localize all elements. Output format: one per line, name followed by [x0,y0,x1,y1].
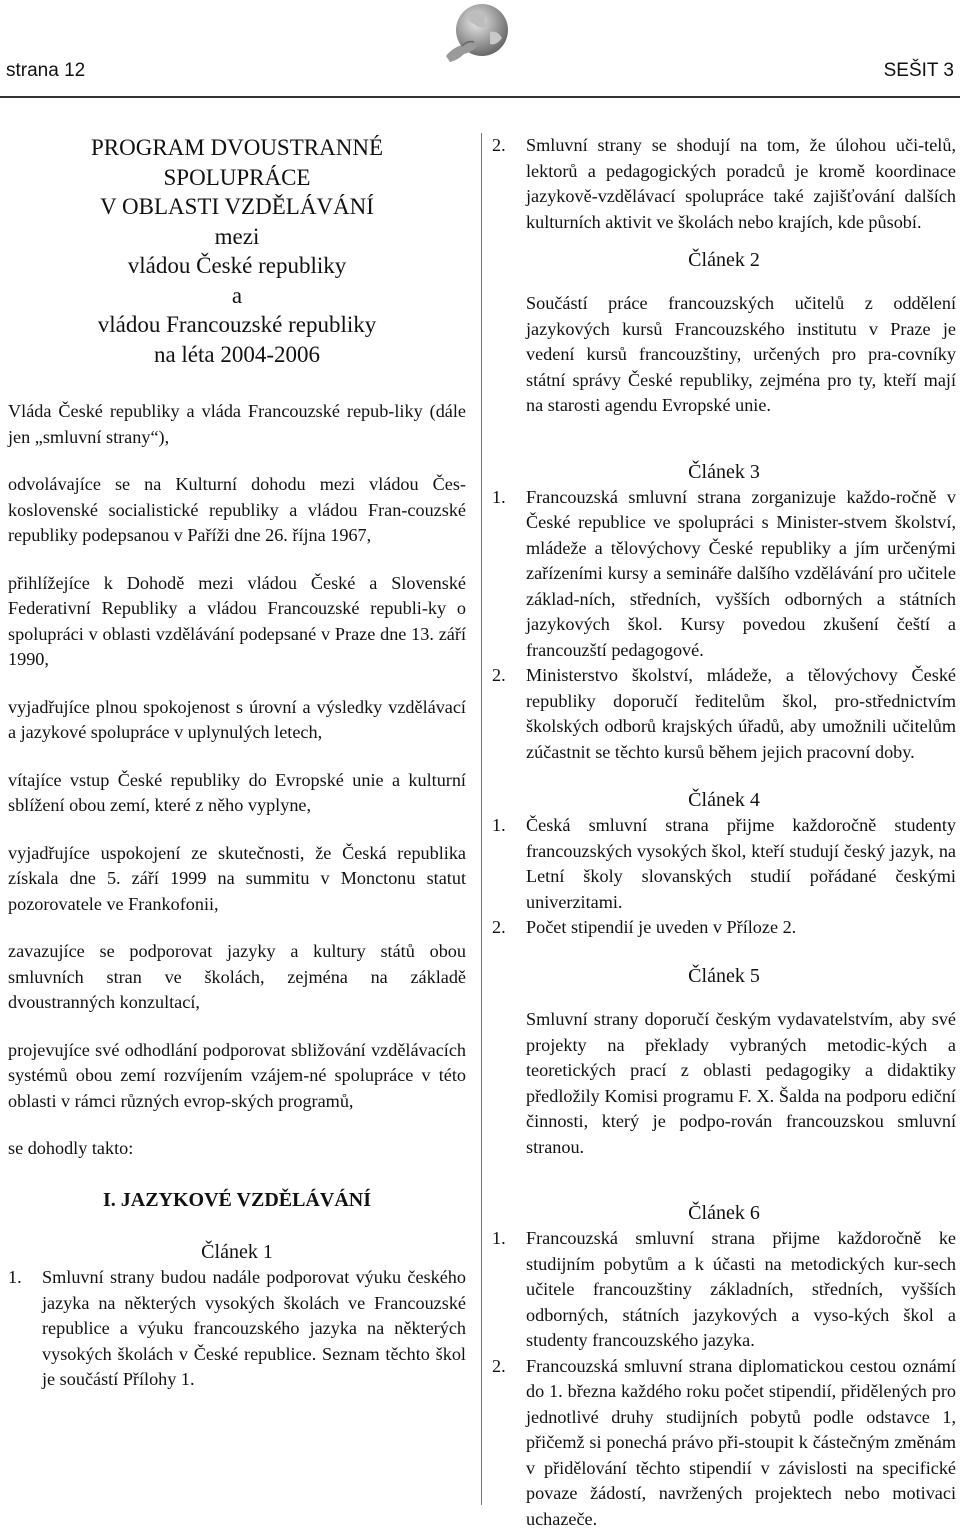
right-column [492,133,956,1532]
article-paragraph: Součástí práce francouzských učitelů z oddělení jazykových kursů Francouzského institutu v Praze je vedení kursů francouzštiny, určených pro pra-covníky státní správy České republiky, zejména pro ty, kteří mají na starosti agendu Evropské unie. [526,293,956,416]
header-page-number: strana 12 [6,60,86,81]
item-number: 1. [492,815,506,836]
article-heading: Článek 2 [688,249,760,271]
item-text: Počet stipendií je uveden v Příloze 2. [526,917,797,938]
title-line: SPOLUPRÁCE [163,164,311,190]
list-item [492,663,956,765]
item-text: Francouzská smluvní strana zorganizuje každo-ročně v České republice ve spolupráci s Minister-stvem školství, mládeže a tělovýchovy České republiky a jím určenými zařízeními kursy a semináře dalšího vzdělávání pro učitele základ-ních, středních, vyšších odborných a státních jazykových škol. Kursy povedou zkušení čeští a francouzští pedagogové. [526,486,956,660]
header-issue-label: SEŠIT 3 [883,60,954,81]
article-heading: Článek 6 [688,1202,760,1225]
item-number: 2. [492,665,506,686]
item-text: Ministerstvo školství, mládeže, a tělovýchovy České republiky doporučí ředitelům škol, pro-střednictvím školských odborů krajských úřadů, aby umožnili učitelům zúčastnit se těchto kursů během jejich pracovní doby. [526,665,956,762]
item-text: Francouzská smluvní strana diplomatickou cestou oznámí do 1. března každého roku počet stipendií, přidělených pro jednotlivé druhy studijních pobytů podle odstavce 1, přičemž si ponechá právo při-stoupit k částečným změnám v přidělování těchto stipendií v závislosti na specifické povaze žádostí, navržených projektech nebo motivaci uchazeče. [526,1355,956,1529]
recital-paragraph: přihlížejíce k Dohodě mezi vládou České a Slovenské Federativní Republiky a vládou Francouzské republi-ky o spolupráci v oblasti vzdělávání podepsané v Praze dne 13. září 1990, [8,572,466,669]
list-item [492,915,956,941]
item-text: Smluvní strany budou nadále podporovat výuku českého jazyka na některých vysokých školách ve Francouzské republice a výuku francouzského jazyka na některých vysokých školách v České republice. Seznam těchto škol je součástí Přílohy 1. [42,1267,466,1389]
list-item [492,485,956,664]
recital-paragraph: vítajíce vstup České republiky do Evropské unie a kulturní sblížení obou zemí, které z něho vyplyne, [8,769,466,815]
intro-paragraph: Vláda České republiky a vláda Francouzské repub-liky (dále jen „smluvní strany“), [8,401,466,447]
article-heading: Článek 1 [201,1241,273,1263]
item-number: 2. [492,917,506,938]
list-item [492,1354,956,1532]
column-divider [481,133,482,1505]
list-item [492,133,956,235]
title-line: mezi [214,223,260,249]
article-paragraph: Smluvní strany doporučí českým vydavatelstvím, aby své projekty na překlady vybraných metodic-kých a teoretických prací z oblasti pedagogiky a didaktiky předložily Komisi programu F. X. Šalda na podporu ediční činnosti, který je podpo-rován francouzskou smluvní stranou. [526,1009,956,1157]
section-heading: I. JAZYKOVÉ VZDĚLÁVÁNÍ [102,1188,371,1211]
recital-paragraph: vyjadřujíce plnou spokojenost s úrovní a výsledky vzdělávací a jazykové spolupráce v uplynulých letech, [8,696,466,742]
title-line: vládou Francouzské republiky [97,312,377,337]
recital-paragraph: vyjadřujíce uspokojení ze skutečnosti, že Česká republika získala dne 5. září 1999 na summitu v Monctonu statut pozorovatele ve Frankofonii, [8,842,466,914]
list-item [492,1226,956,1354]
title-line: a [231,282,243,308]
item-number: 2. [492,135,506,155]
agreement-clause: se dohodly takto: [8,1138,134,1158]
title-line: vládou České republiky [127,253,347,278]
left-column [8,133,466,1393]
item-number: 1. [492,486,506,507]
list-item [492,813,956,915]
title-line: PROGRAM DVOUSTRANNÉ [90,135,383,160]
item-text: Francouzská smluvní strana přijme každoročně ke studijním pobytům a k účasti na metodických kur-sech učitele francouzštiny základních, středních, vyšších odborných, státních jazykových a vyso-kých škol a studenty francouzského jazyka. [526,1228,956,1351]
globe-hand-icon [438,0,518,70]
article-heading: Článek 5 [688,964,760,987]
document-title [8,133,466,369]
recital-paragraph: zavazujíce se podporovat jazyky a kultury států obou smluvních stran ve školách, zejména na základě dvoustranných konzultací, [8,941,466,1012]
item-text: Smluvní strany se shodují na tom, že úlohou uči-telů, lektorů a pedagogických poradců je kromě koordinace jazykově-vzdělávací spolupráce také zajišťování dalších kulturních aktivit ve školách nebo krajích, kde působí. [526,135,956,232]
title-line: na léta 2004-2006 [153,341,321,367]
header-rule [0,96,960,98]
title-line: V OBLASTI VZDĚLÁVÁNÍ [100,194,374,219]
item-number: 1. [492,1228,506,1249]
article-heading: Článek 3 [688,460,760,483]
item-number: 1. [8,1267,22,1287]
list-item [8,1265,466,1393]
item-text: Česká smluvní strana přijme každoročně studenty francouzských vysokých škol, kteří studují český jazyk, na Letní školy slovanských studií pořádané českými univerzitami. [526,815,956,912]
recital-paragraph: projevujíce své odhodlání podporovat sbližování vzdělávacích systémů obou zemí rozvíjením vzájem-né spolupráce v této oblasti v rámci různých evrop-ských programů, [8,1039,466,1111]
item-number: 2. [492,1355,506,1376]
recital-paragraph: odvolávajíce se na Kulturní dohodu mezi vládou Čes-koslovenské socialistické republiky a vládou Fran-couzské republiky podepsanou v Paříži dne 26. října 1967, [8,474,466,545]
article-heading: Článek 4 [688,789,760,812]
